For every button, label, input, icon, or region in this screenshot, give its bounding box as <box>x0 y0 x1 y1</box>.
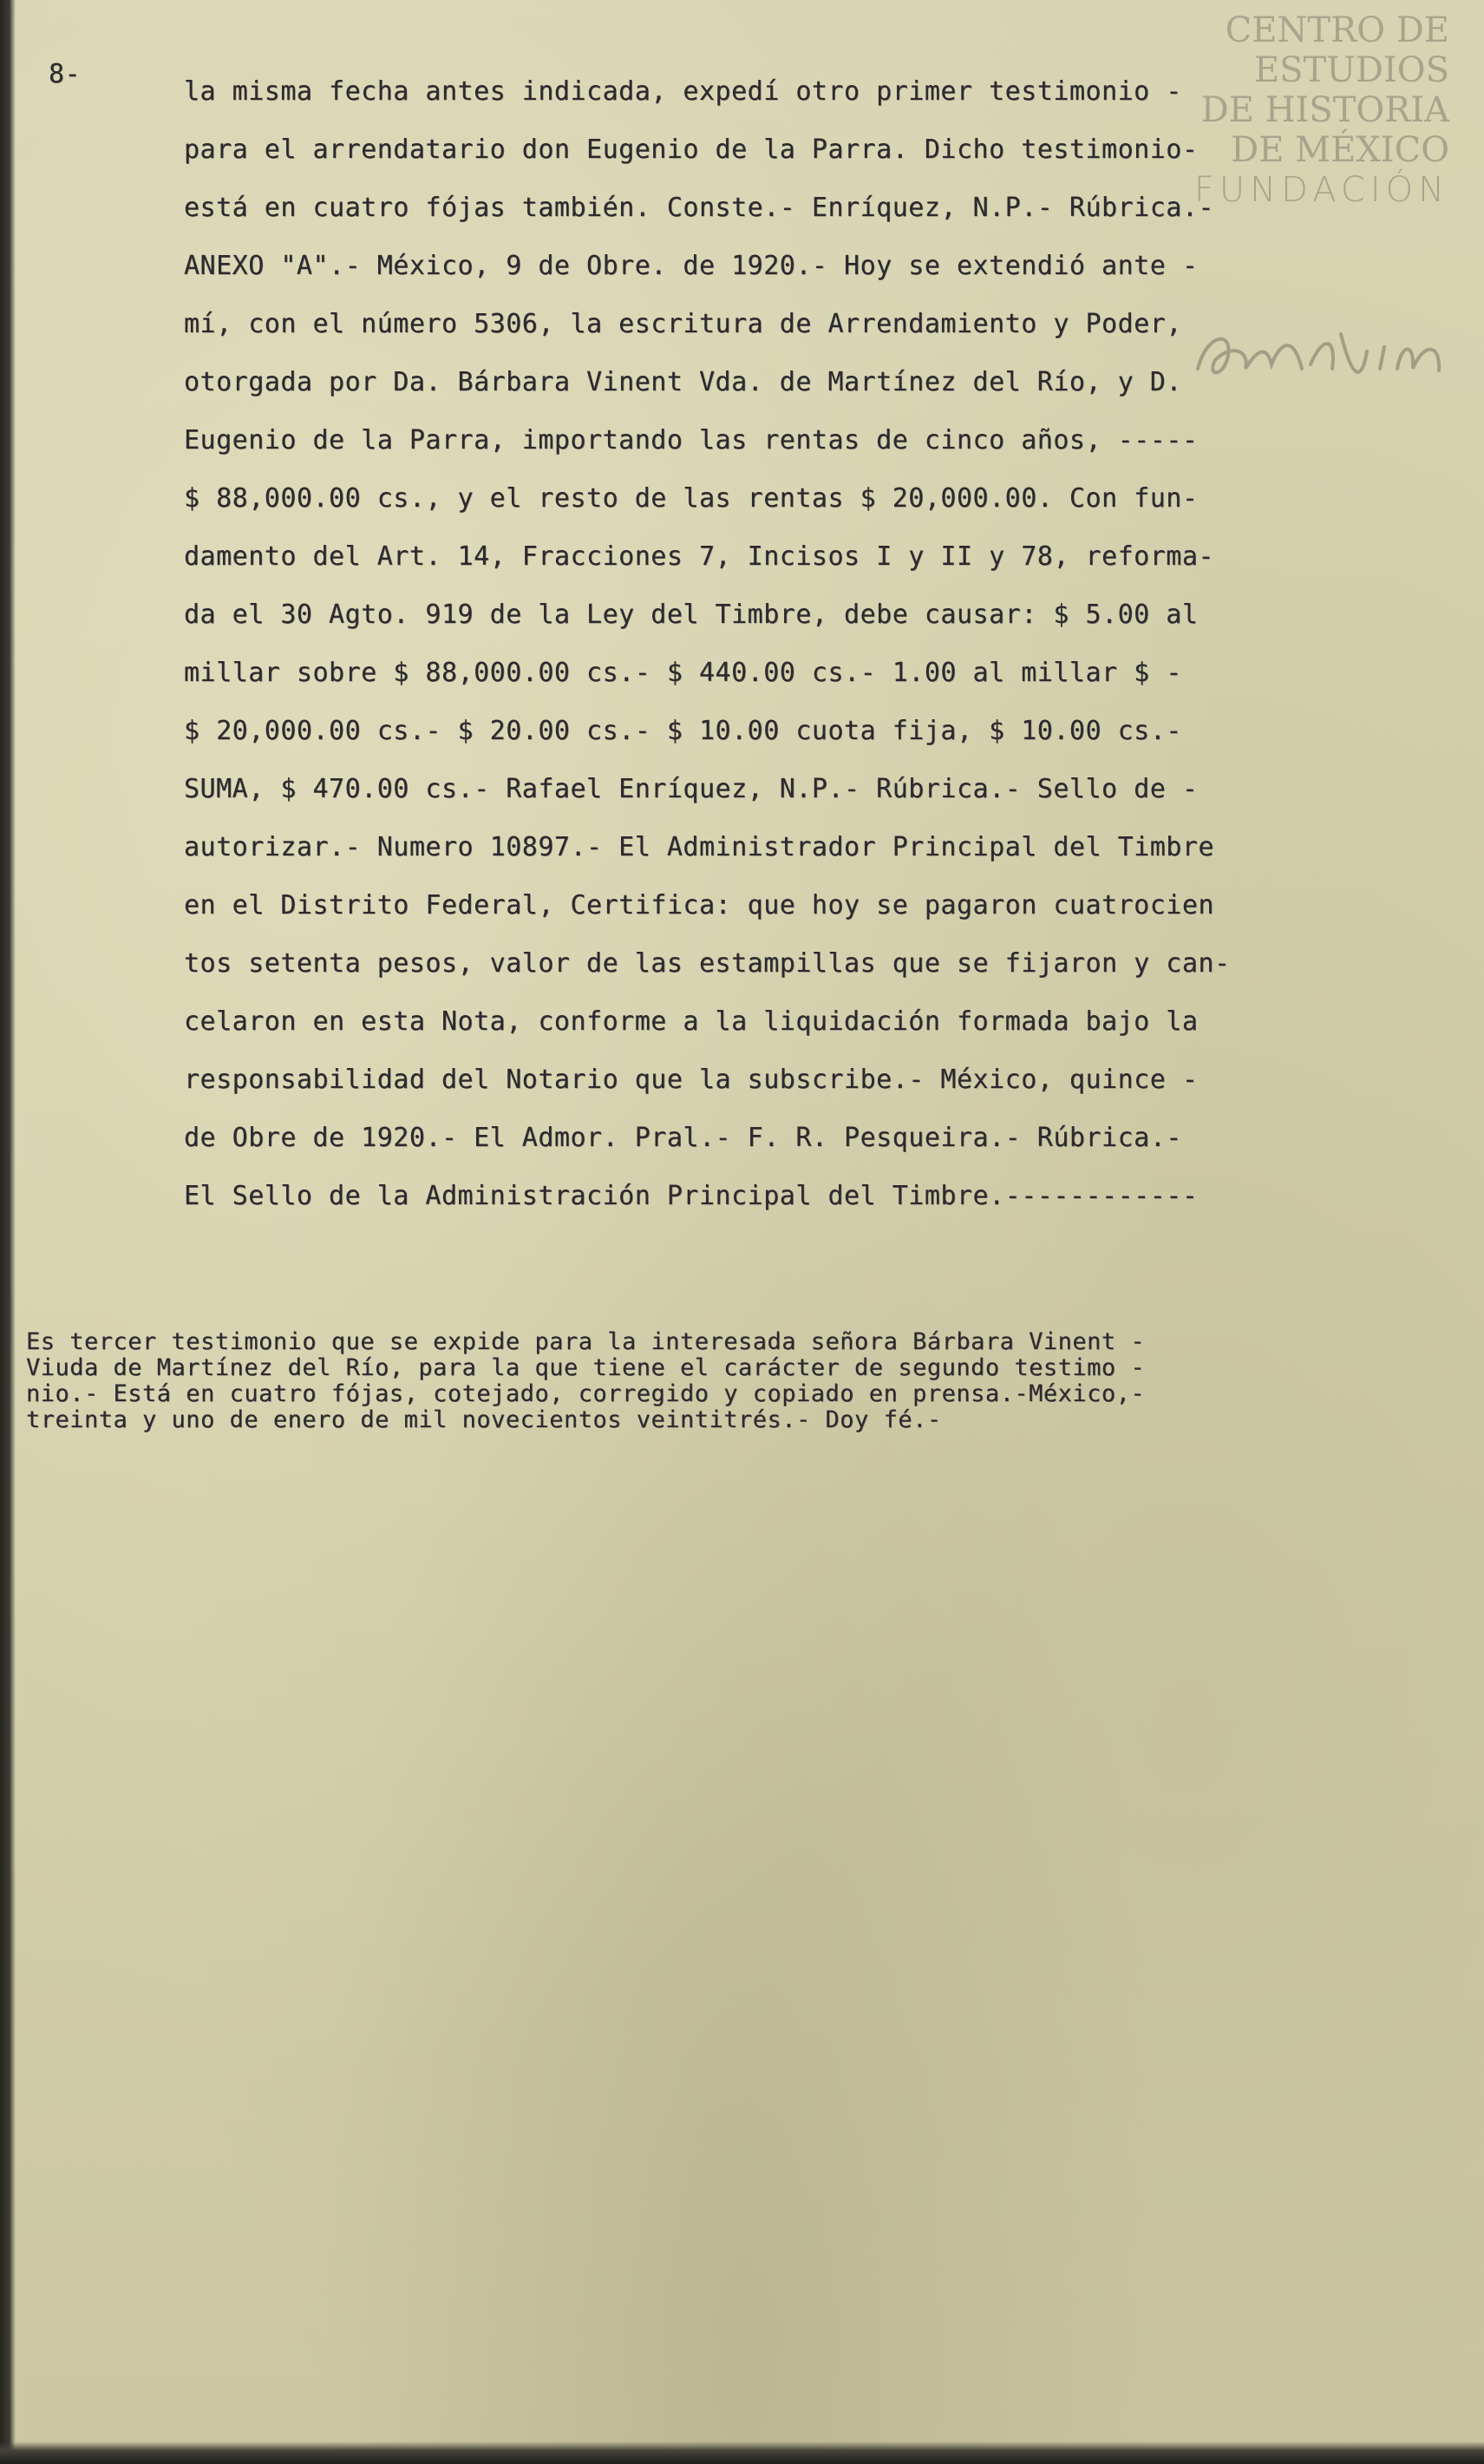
watermark-line: ESTUDIOS <box>1253 50 1449 90</box>
body-line: otorgada por Da. Bárbara Vinent Vda. de Martínez del Río, y D. <box>184 367 1182 397</box>
body-line: celaron en esta Nota, conforme a la liquidación formada bajo la <box>184 1006 1199 1037</box>
body-line: El Sello de la Administración Principal del Timbre.------------ <box>184 1181 1199 1211</box>
scan-edge-bottom <box>0 2441 1484 2464</box>
notarial-text-body <box>184 62 1398 1225</box>
body-line: de Obre de 1920.- El Admor. Pral.- F. R. Pesqueira.- Rúbrica.- <box>184 1123 1182 1153</box>
body-line: damento del Art. 14, Fracciones 7, Incisos I y II y 78, reforma- <box>184 541 1214 572</box>
body-line: tos setenta pesos, valor de las estampillas que se fijaron y can- <box>184 948 1231 979</box>
body-line: responsabilidad del Notario que la subscribe.- México, quince - <box>184 1065 1199 1095</box>
watermark-line: DE HISTORIA <box>1200 90 1449 130</box>
watermark-line: DE MÉXICO <box>1231 130 1449 170</box>
body-line: mí, con el número 5306, la escritura de Arrendamiento y Poder, <box>184 309 1182 339</box>
body-line: Eugenio de la Parra, importando las rentas de cinco años, ----- <box>184 425 1199 455</box>
certification-line: nio.- Está en cuatro fójas, cotejado, corregido y copiado en prensa.-México,- <box>26 1380 1146 1407</box>
body-line: en el Distrito Federal, Certifica: que hoy se pagaron cuatrocien <box>184 890 1214 921</box>
body-line: da el 30 Agto. 919 de la Ley del Timbre, debe causar: $ 5.00 al <box>184 600 1199 630</box>
body-line: $ 88,000.00 cs., y el resto de las rentas $ 20,000.00. Con fun- <box>184 483 1199 514</box>
body-line: está en cuatro fójas también. Conste.- Enríquez, N.P.- Rúbrica.- <box>184 193 1214 223</box>
scan-edge-left <box>0 0 16 2464</box>
body-line: SUMA, $ 470.00 cs.- Rafael Enríquez, N.P.- Rúbrica.- Sello de - <box>184 774 1199 804</box>
body-line: autorizar.- Numero 10897.- El Administrador Principal del Timbre <box>184 832 1214 862</box>
body-line: ANEXO "A".- México, 9 de Obre. de 1920.- Hoy se extendió ante - <box>184 251 1199 281</box>
certification-line: Es tercer testimonio que se expide para la interesada señora Bárbara Vinent - <box>26 1328 1146 1355</box>
watermark-foundation: FUNDACIÓN <box>1193 170 1449 210</box>
watermark-line: CENTRO DE <box>1225 10 1449 50</box>
certification-line: treinta y uno de enero de mil novecientos veintitrés.- Doy fé.- <box>26 1406 942 1433</box>
testimony-certification <box>26 1329 1483 1433</box>
page-number: 8- <box>49 59 82 89</box>
body-line: la misma fecha antes indicada, expedí otro primer testimonio - <box>184 76 1182 107</box>
body-line: para el arrendatario don Eugenio de la Parra. Dicho testimonio- <box>184 134 1199 165</box>
body-line: millar sobre $ 88,000.00 cs.- $ 440.00 cs.- 1.00 al millar $ - <box>184 658 1182 688</box>
body-line: $ 20,000.00 cs.- $ 20.00 cs.- $ 10.00 cuota fija, $ 10.00 cs.- <box>184 716 1182 746</box>
certification-line: Viuda de Martínez del Río, para la que tiene el carácter de segundo testimo - <box>26 1354 1146 1381</box>
